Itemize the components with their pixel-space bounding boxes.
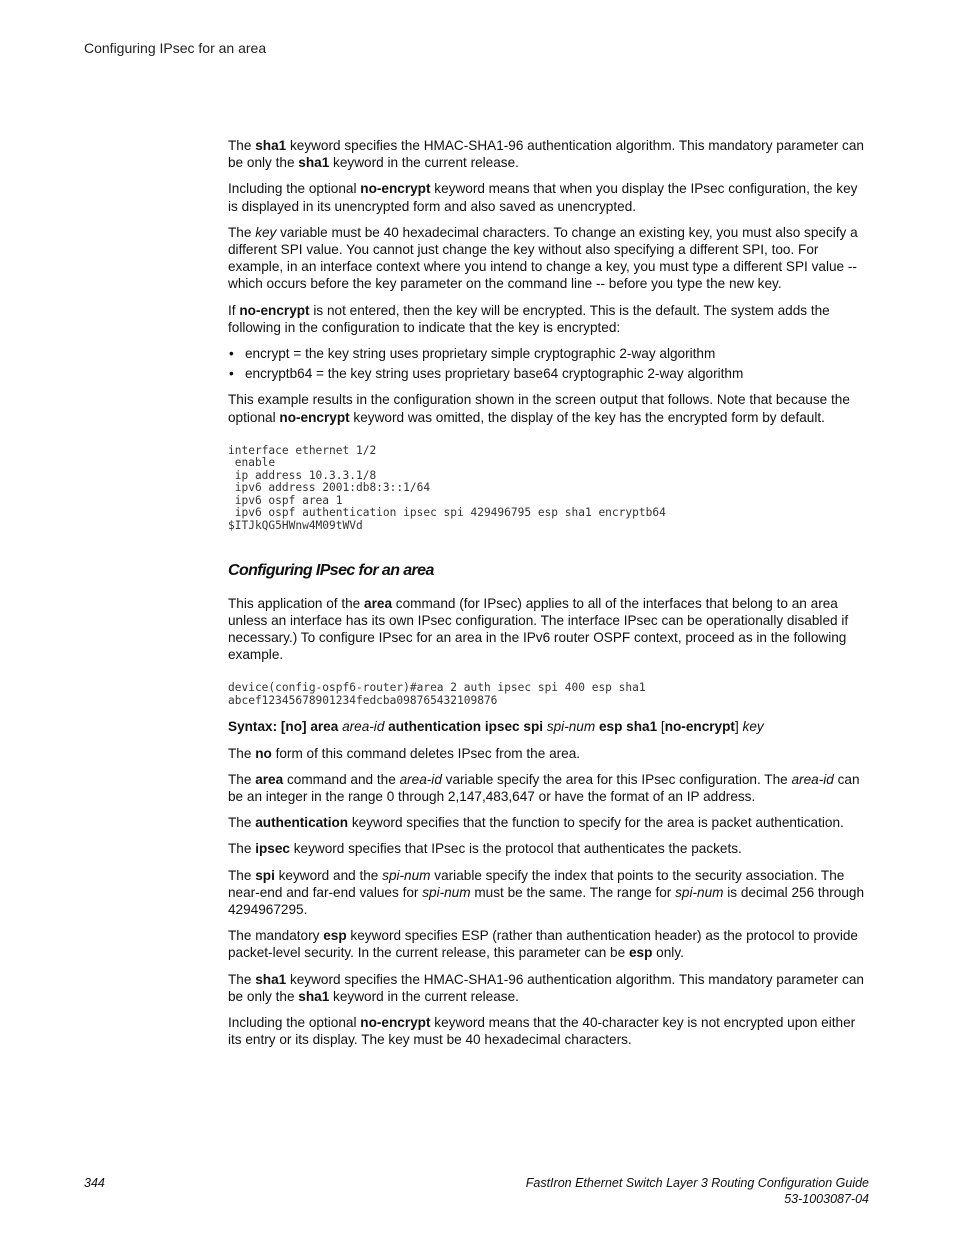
paragraph-no-form: The no form of this command deletes IPsec from the area. <box>228 745 581 761</box>
paragraph-no-encrypt: Including the optional no-encrypt keyword means that when you display the IPsec configuration, the key is displayed in its unencrypted form and also saved as unencrypted. <box>228 181 858 214</box>
paragraph-default-encryption: If no-encrypt is not entered, then the key will be encrypted. This is the default. The system adds the following in the configuration to indicate that the key is encrypted: <box>228 302 830 335</box>
paragraph-spi: The spi keyword and the spi-num variable specify the index that points to the security association. The near-end and far-end values for spi-num must be the same. The range for spi-num is decimal 256 through 4294967295. <box>228 867 865 917</box>
paragraph-no-encrypt-area: Including the optional no-encrypt keyword means that the 40-character key is not encrypted upon either its entry or its display. The key must be 40 hexadecimal characters. <box>228 1015 856 1048</box>
paragraph-sha1: The sha1 keyword specifies the HMAC-SHA1-96 authentication algorithm. This mandatory parameter can be only the sha1 keyword in the current release. <box>228 138 864 171</box>
code-block-interface-config: interface ethernet 1/2 enable ip address 10.3.3.1/8 ipv6 address 2001:db8:3::1/64 ipv6 ospf area 1 ipv6 ospf authentication ipsec spi 429496795 esp sha1 encryptb64 $ITJkQG5HWnw4M09tWVd <box>228 443 666 532</box>
list-item: • encryptb64 = the key string uses proprietary base64 cryptographic 2-way algorithm <box>228 365 868 382</box>
paragraph-key-variable: The key variable must be 40 hexadecimal characters. To change an existing key, you must also specify a different SPI value. You cannot just change the key without also specifying a different SPI, too. For example, in an interface context where you intend to change a key, you must type a different SPI value -- which occurs before the key parameter on the command line -- before you type the new key. <box>228 224 858 292</box>
paragraph-esp: The mandatory esp keyword specifies ESP (rather than authentication header) as the protocol to provide packet-level security. In the current release, this parameter can be esp only. <box>228 928 858 961</box>
paragraph-example-intro: This example results in the configuration shown in the screen output that follows. Note that because the optional no-encrypt keyword was omitted, the display of the key has the encrypted form by default. <box>228 392 850 425</box>
guide-title: FastIron Ethernet Switch Layer 3 Routing Configuration Guide <box>525 1176 869 1190</box>
paragraph-area-command: This application of the area command (for IPsec) applies to all of the interfaces that belong to an area unless an interface has its own IPsec configuration. The interface IPsec can be operationally disabled if necessary.) To configure IPsec for an area in the IPv6 router OSPF context, proceed as in the following example. <box>228 595 849 663</box>
doc-number: 53-1003087-04 <box>784 1191 869 1206</box>
paragraph-ipsec: The ipsec keyword specifies that IPsec is the protocol that authenticates the packets. <box>228 841 742 857</box>
footer-guide-info <box>526 1176 869 1207</box>
paragraph-area-id: The area command and the area-id variable specify the area for this IPsec configuration. The area-id can be an integer in the range 0 through 2,147,483,647 or have the format of an IP address. <box>228 771 860 804</box>
page-body <box>228 137 868 1057</box>
syntax-line: Syntax: [no] area area-id authentication ipsec spi spi-num esp sha1 [no-encrypt] key <box>228 719 764 735</box>
section-heading: Configuring IPsec for an area <box>228 562 434 580</box>
encryption-list <box>228 345 868 382</box>
page-number: 344 <box>84 1176 105 1190</box>
running-header: Configuring IPsec for an area <box>84 40 267 56</box>
paragraph-authentication: The authentication keyword specifies that the function to specify for the area is packet authentication. <box>228 815 844 831</box>
list-item: • encrypt = the key string uses proprietary simple cryptographic 2-way algorithm <box>228 345 868 362</box>
code-block-area-example: device(config-ospf6-router)#area 2 auth ipsec spi 400 esp sha1 abcef12345678901234fedcba098765432109876 <box>228 681 646 707</box>
paragraph-sha1-area: The sha1 keyword specifies the HMAC-SHA1-96 authentication algorithm. This mandatory parameter can be only the sha1 keyword in the current release. <box>228 971 864 1004</box>
